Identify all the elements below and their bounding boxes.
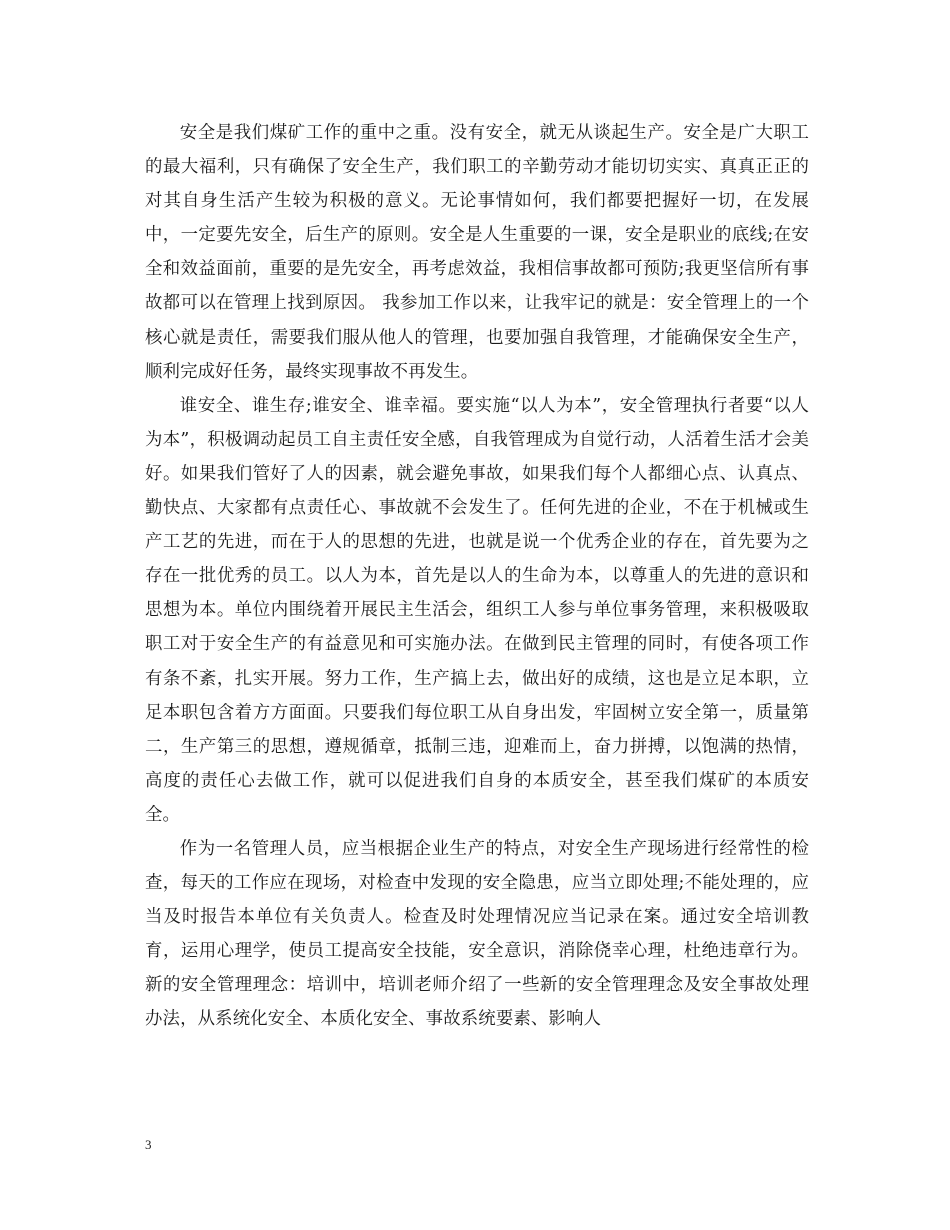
paragraph-3: 作为一名管理人员，应当根据企业生产的特点，对安全生产现场进行经常性的检查，每天的工作应在现场，对检查中发现的安全隐患，应当立即处理;不能处理的，应当及时报告本单位有关负责人。检查及时处理情况应当记录在案。通过安全培训教育，运用心理学，使员工提高安全技能，安全意识，消除侥幸心理，杜绝违章行为。新的安全管理理念：培训中，培训老师介绍了一些新的安全管理理念及安全事故处理办法，从系统化安全、本质化安全、事故系统要素、影响人 bbox=[145, 838, 809, 1030]
document-body bbox=[145, 116, 809, 1037]
page-number: 3 bbox=[145, 1137, 152, 1152]
paragraph-1: 安全是我们煤矿工作的重中之重。没有安全，就无从谈起生产。安全是广大职工的最大福利，只有确保了安全生产，我们职工的辛勤劳动才能切切实实、真真正正的对其自身生活产生较为积极的意义。无论事情如何，我们都要把握好一切，在发展中，一定要先安全，后生产的原则。安全是人生重要的一课，安全是职业的底线;在安全和效益面前，重要的是先安全，再考虑效益，我相信事故都可预防;我更坚信所有事故都可以在管理上找到原因。 我参加工作以来，让我牢记的就是：安全管理上的一个核心就是责任，需要我们服从他人的管理，也要加强自我管理，才能确保安全生产，顺利完成好任务，最终实现事故不再发生。 bbox=[145, 123, 809, 382]
paragraph-2: 谁安全、谁生存;谁安全、谁幸福。要实施“以人为本”，安全管理执行者要“以人为本”，积极调动起员工自主责任安全感，自我管理成为自觉行动，人活着生活才会美好。如果我们管好了人的因素，就会避免事故，如果我们每个人都细心点、认真点、勤快点、大家都有点责任心、事故就不会发生了。任何先进的企业，不在于机械或生产工艺的先进，而在于人的思想的先进，也就是说一个优秀企业的存在，首先要为之存在一批优秀的员工。以人为本，首先是以人的生命为本，以尊重人的先进的意识和思想为本。单位内围绕着开展民主生活会，组织工人参与单位事务管理，来积极吸取职工对于安全生产的有益意见和可实施办法。在做到民主管理的同时，有使各项工作有条不紊，扎实开展。努力工作，生产搞上去，做出好的成绩，这也是立足本职，立足本职包含着方方面面。只要我们每位职工从自身出发，牢固树立安全第一，质量第二，生产第三的思想，遵规循章，抵制三违，迎难而上，奋力拼搏，以饱满的热情，高度的责任心去做工作，就可以促进我们自身的本质安全，甚至我们煤矿的本质安全。 bbox=[145, 395, 809, 825]
